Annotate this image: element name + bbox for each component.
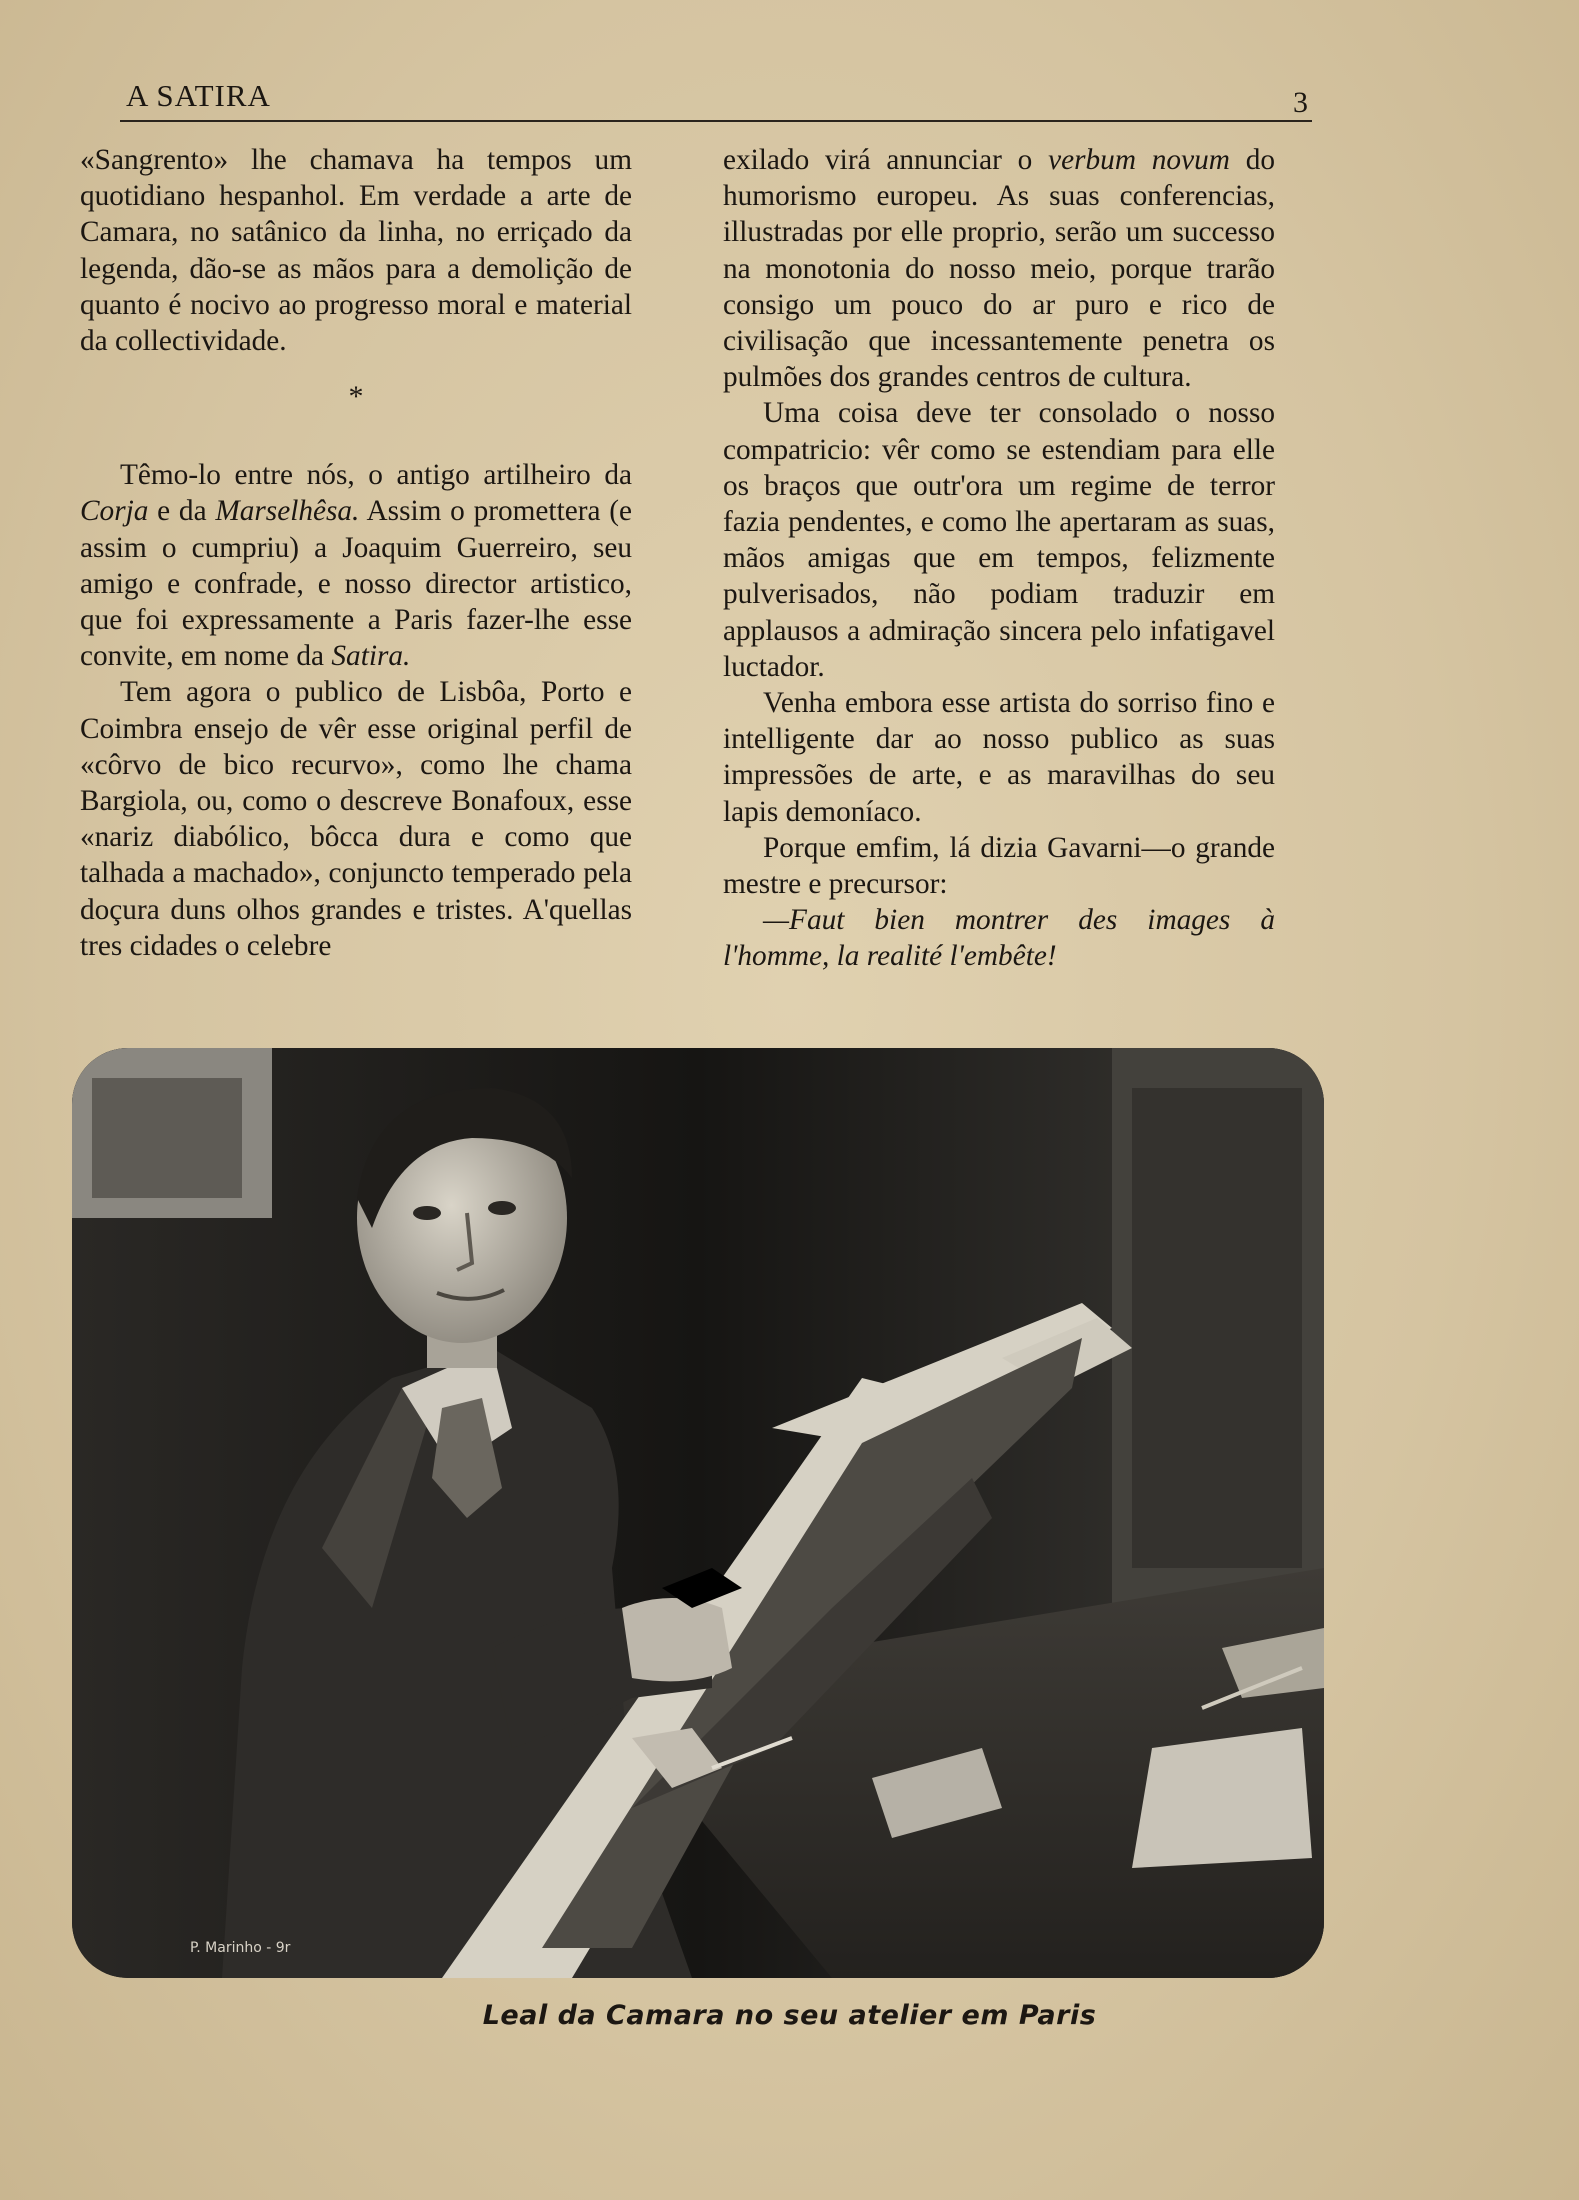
italic-satira: Satira.	[331, 640, 411, 673]
page-header	[120, 78, 1312, 122]
gavarni-quote: —Faut bien montrer des images à l'homme, la realité l'embête!	[723, 904, 1275, 973]
publication-title: A SATIRA	[126, 78, 271, 113]
text-run: do humorismo europeu. As suas conferencias, illustradas por elle proprio, serão um successo na monotonia do nosso meio, porque trarão consigo um pouco do ar puro e rico de civilisação que incessantemente penetra os pulmões dos grandes centros de cultura.	[723, 144, 1276, 394]
left-paragraph-1: «Sangrento» lhe chamava ha tempos um quotidiano hespanhol. Em verdade a arte de Camara, no satânico da linha, no erriçado da legenda, dão-se as mãos para a demolição de quanto é nocivo ao progresso moral e material da collectividade.	[80, 144, 632, 358]
photographer-signature: P. Marinho - 9r	[190, 1940, 291, 1956]
text-run: Têmo-lo entre nós, o antigo artilheiro da	[120, 459, 632, 492]
italic-verbum-novum: verbum novum	[1048, 144, 1230, 176]
right-column	[723, 142, 1275, 975]
left-paragraph-3: Tem agora o publico de Lisbôa, Porto e Coimbra ensejo de vêr esse original perfil de «côrvo de bico recurvo», como lhe chama Bargiola, ou, como o descreve Bonafoux, esse «nariz diabólico, bôcca dura e como que talhada a machado», conjuncto temperado pela doçura duns olhos grandes e tristes. A'quellas tres cidades o celebre	[80, 676, 632, 962]
left-column	[80, 142, 632, 964]
text-run: exilado virá annunciar o	[723, 144, 1049, 176]
right-paragraph-4: Porque emfim, lá dizia Gavarni—o grande mestre e precursor:	[723, 831, 1275, 901]
italic-corja: Corja	[80, 495, 149, 528]
right-paragraph-3: Venha embora esse artista do sorriso fino e intelligente dar ao nosso publico as suas impressões de arte, e as maravilhas do seu lapis demoníaco.	[723, 687, 1275, 828]
italic-marselhesa: Marselhêsa.	[215, 495, 360, 528]
section-separator: *	[348, 380, 364, 414]
right-paragraph-2: Uma coisa deve ter consolado o nosso compatricio: vêr como se estendiam para elle os braços que outr'ora um regime de terror fazia pendentes, e como lhe apertaram as suas, mãos amigas que em tempos, felizmente pulverisados, não podiam traduzir em applausos a admiração sincera pelo infatigavel luctador.	[723, 397, 1275, 683]
text-run: Assim o promettera (e assim o cumpriu) a Joaquim Guerreiro, seu amigo e confrade, e nosso director artistico, que foi expressamente a Paris fazer-lhe esse convite, em nome da	[80, 495, 632, 673]
photo-caption: Leal da Camara no seu atelier em Paris	[482, 2000, 1097, 2031]
text-run: e da	[148, 495, 216, 528]
artist-photograph	[72, 1048, 1324, 1978]
photo-illustration	[72, 1048, 1324, 1978]
page-number: 3	[1293, 86, 1308, 119]
left-paragraph-2	[80, 457, 632, 674]
right-paragraph-1	[723, 142, 1275, 395]
